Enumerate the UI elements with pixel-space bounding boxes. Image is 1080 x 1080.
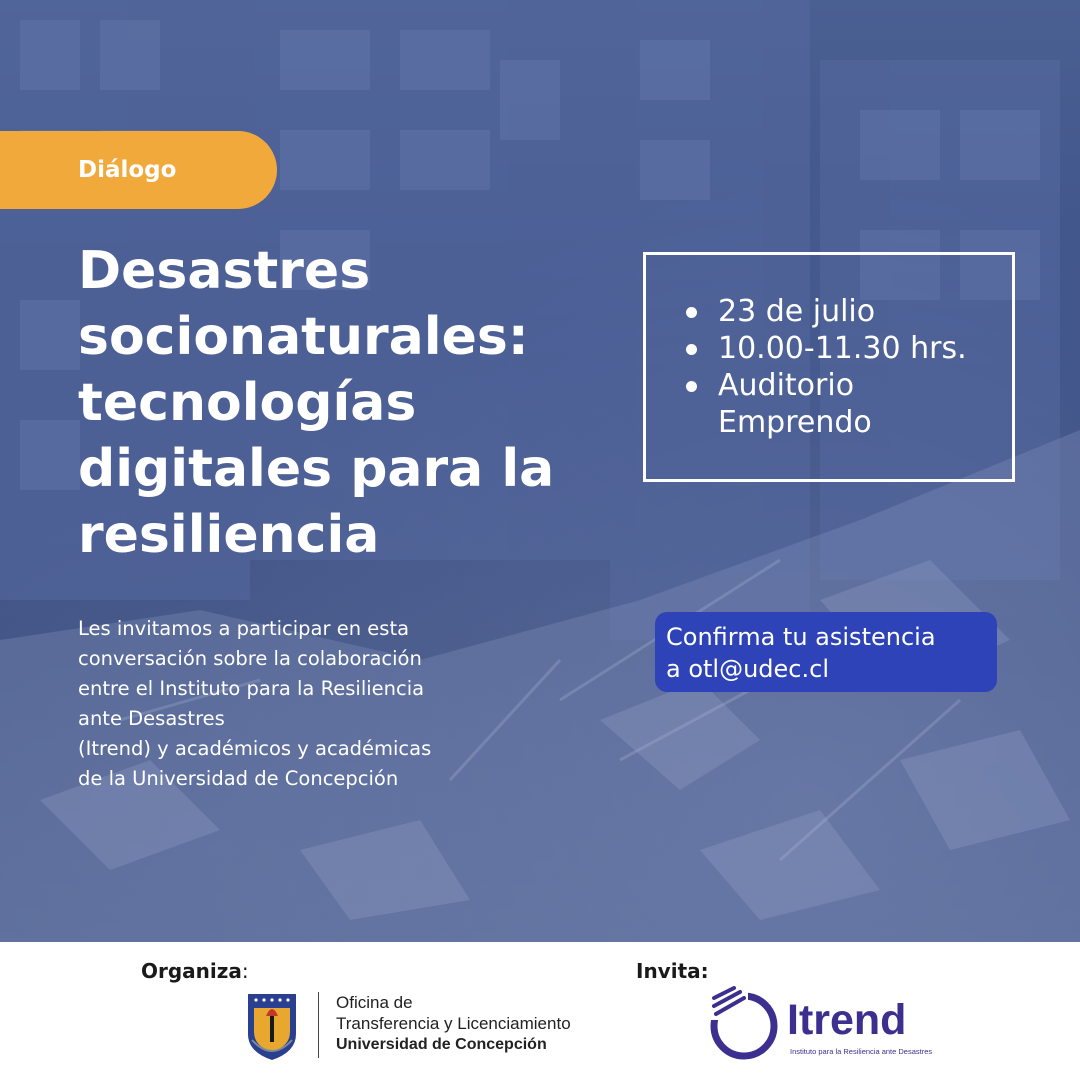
udec-university: Universidad de Concepción [336, 1036, 547, 1053]
logo-divider [318, 992, 319, 1058]
organizer-label [141, 959, 249, 983]
event-description [78, 614, 578, 794]
event-date: 23 de julio [684, 293, 1012, 330]
itrend-wordmark: Itrend [787, 996, 907, 1044]
description-line: ante Desastres [78, 707, 225, 730]
footer [0, 942, 1080, 1080]
event-title: Desastres socionaturales: tecnologías digitales para la resiliencia [78, 241, 555, 565]
rsvp-email-link[interactable]: a otl@udec.cl [666, 655, 829, 683]
udec-office-name [336, 992, 571, 1055]
event-venue: Auditorio Emprendo [684, 367, 1012, 441]
itrend-subtitle: Instituto para la Resiliencia ante Desastres [790, 1047, 933, 1056]
description-line: entre el Instituto para la Resiliencia [78, 677, 425, 700]
organizer-label-text: Organiza [141, 959, 242, 983]
event-type-tag: Diálogo [0, 131, 277, 209]
rsvp-line: Confirma tu asistencia [666, 623, 936, 651]
udec-line: Transferencia y Licenciamiento [336, 1014, 571, 1033]
description-line: Les invitamos a participar en esta [78, 617, 410, 640]
description-line: (Itrend) y académicos y académicas [78, 737, 432, 760]
organizer-label-colon: : [241, 959, 249, 983]
event-time: 10.00-11.30 hrs. [684, 330, 1012, 367]
udec-seal-icon [244, 990, 300, 1062]
description-line: de la Universidad de Concepción [78, 767, 399, 790]
description-line: conversación sobre la colaboración [78, 647, 422, 670]
udec-line: Oficina de [336, 993, 413, 1012]
event-details-box [643, 252, 1015, 482]
inviter-label: Invita: [636, 959, 709, 983]
rsvp-callout[interactable] [655, 612, 997, 692]
